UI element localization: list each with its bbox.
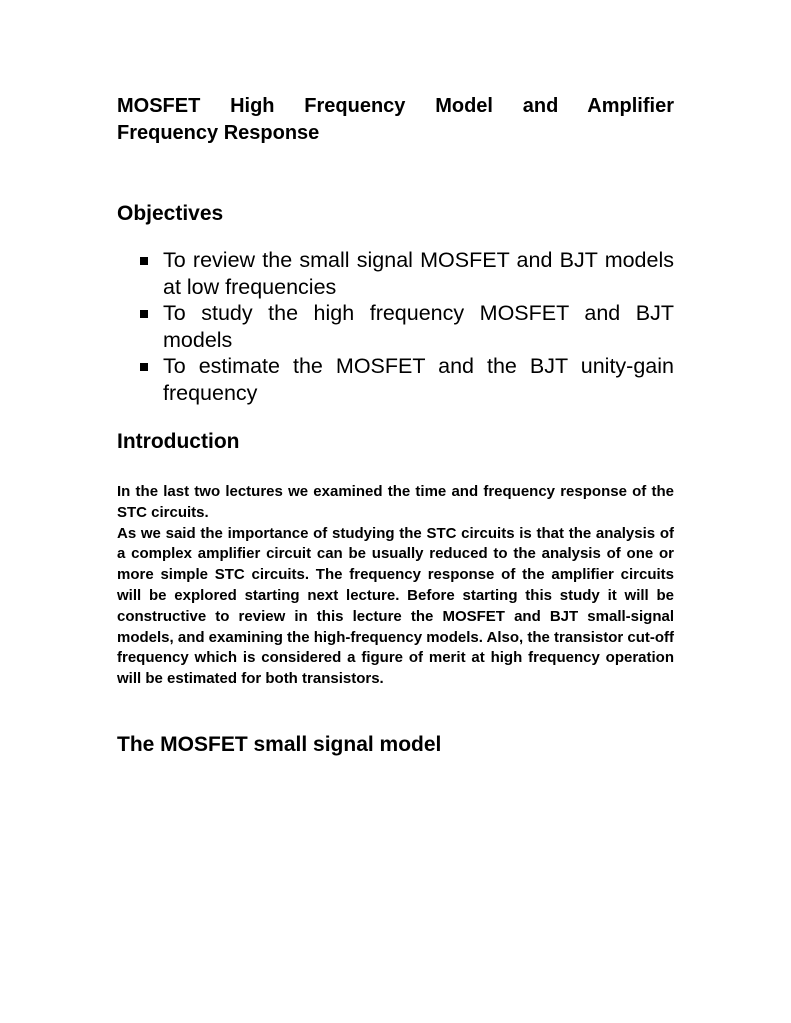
objective-text: To study the high frequency MOSFET and BJT models xyxy=(163,301,674,352)
bullet-square-icon xyxy=(140,310,148,318)
document-title-line-2: Frequency Response xyxy=(117,122,320,144)
introduction-body xyxy=(117,482,674,690)
objectives-heading: Objectives xyxy=(117,202,224,225)
list-item xyxy=(117,300,674,353)
objectives-list xyxy=(117,247,674,406)
introduction-paragraph-2: As we said the importance of studying the STC circuits is that the analysis of a complex amplifier circuit can be usually reduced to the analysis of one or more simple STC circuits. The frequency response of the amplifier circuits will be explored starting next lecture. Before starting this study it will be constructive to review in this lecture the MOSFET and BJT small-signal models, and examining the high-frequency models. Also, the transistor cut-off frequency which is considered a figure of merit at high frequency operation will be estimated for both transistors. xyxy=(117,524,675,688)
section-heading-mosfet-model: The MOSFET small signal model xyxy=(117,733,442,756)
document-title xyxy=(117,93,674,147)
bullet-square-icon xyxy=(140,257,148,265)
list-item xyxy=(117,353,674,406)
list-item xyxy=(117,247,674,300)
bullet-square-icon xyxy=(140,363,148,371)
objective-text: To review the small signal MOSFET and BJT models at low frequencies xyxy=(163,248,674,299)
objective-text: To estimate the MOSFET and the BJT unity-gain frequency xyxy=(163,354,674,405)
introduction-paragraph-1: In the last two lectures we examined the time and frequency response of the STC circuits. xyxy=(117,483,674,521)
document-title-line-1: MOSFET High Frequency Model and Amplifier xyxy=(117,95,674,117)
introduction-heading: Introduction xyxy=(117,430,240,453)
